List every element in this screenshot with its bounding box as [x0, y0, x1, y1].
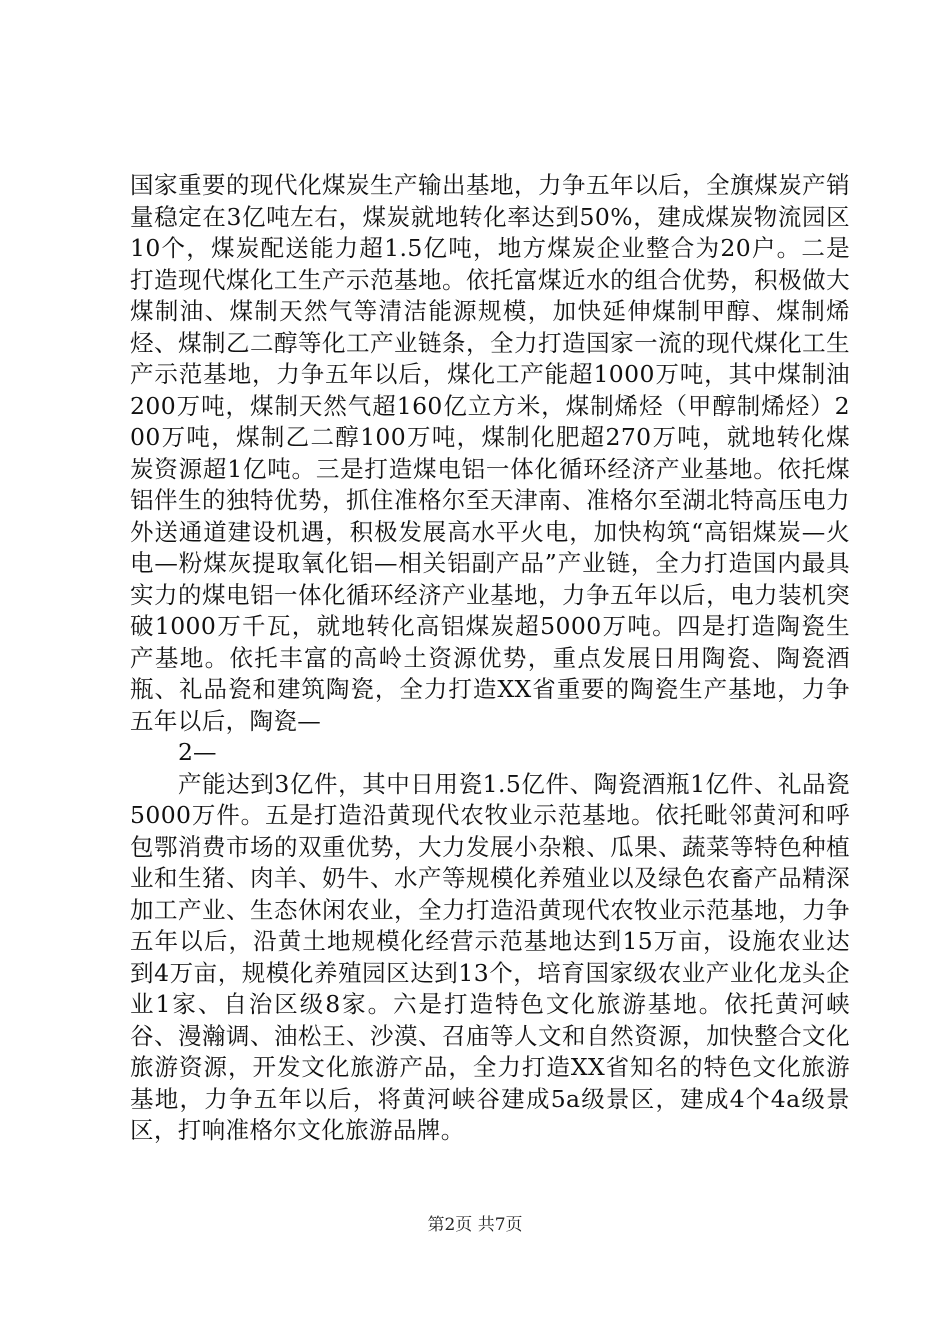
- document-body: [130, 170, 850, 1147]
- body-paragraph-1: 国家重要的现代化煤炭生产输出基地，力争五年以后，全旗煤炭产销量稳定在3亿吨左右，煤炭就地转化率达到50%，建成煤炭物流园区10个，煤炭配送能力超1.5亿吨，地方煤炭企业整合为20户。二是打造现代煤化工生产示范基地。依托富煤近水的组合优势，积极做大煤制油、煤制天然气等清洁能源规模，加快延伸煤制甲醇、煤制烯烃、煤制乙二醇等化工产业链条，全力打造国家一流的现代煤化工生产示范基地，力争五年以后，煤化工产能超1000万吨，其中煤制油200万吨，煤制天然气超160亿立方米，煤制烯烃（甲醇制烯烃）200万吨，煤制乙二醇100万吨，煤制化肥超270万吨，就地转化煤炭资源超1亿吨。三是打造煤电铝一体化循环经济产业基地。依托煤铝伴生的独特优势，抓住准格尔至天津南、准格尔至湖北特高压电力外送通道建设机遇，积极发展高水平火电，加快构筑“高铝煤炭—火电—粉煤灰提取氧化铝—相关铝副产品”产业链，全力打造国内最具实力的煤电铝一体化循环经济产业基地，力争五年以后，电力装机突破1000万千瓦，就地转化高铝煤炭超5000万吨。四是打造陶瓷生产基地。依托丰富的高岭土资源优势，重点发展日用陶瓷、陶瓷酒瓶、礼品瓷和建筑陶瓷，全力打造XX省重要的陶瓷生产基地，力争五年以后，陶瓷—: [130, 171, 850, 735]
- page-marker: 2—: [178, 738, 217, 766]
- body-paragraph-2: 产能达到3亿件，其中日用瓷1.5亿件、陶瓷酒瓶1亿件、礼品瓷5000万件。五是打造沿黄现代农牧业示范基地。依托毗邻黄河和呼包鄂消费市场的双重优势，大力发展小杂粮、瓜果、蔬菜等特色种植业和生猪、肉羊、奶牛、水产等规模化养殖业以及绿色农畜产品精深加工产业、生态休闲农业，全力打造沿黄现代农牧业示范基地，力争五年以后，沿黄土地规模化经营示范基地达到15万亩，设施农业达到4万亩，规模化养殖园区达到13个，培育国家级农业产业化龙头企业1家、自治区级8家。六是打造特色文化旅游基地。依托黄河峡谷、漫瀚调、油松王、沙漠、召庙等人文和自然资源，加快整合文化旅游资源，开发文化旅游产品，全力打造XX省知名的特色文化旅游基地，力争五年以后，将黄河峡谷建成5a级景区，建成4个4a级景区，打响准格尔文化旅游品牌。: [130, 769, 850, 1144]
- page-footer: 第2页 共7页: [427, 1215, 523, 1235]
